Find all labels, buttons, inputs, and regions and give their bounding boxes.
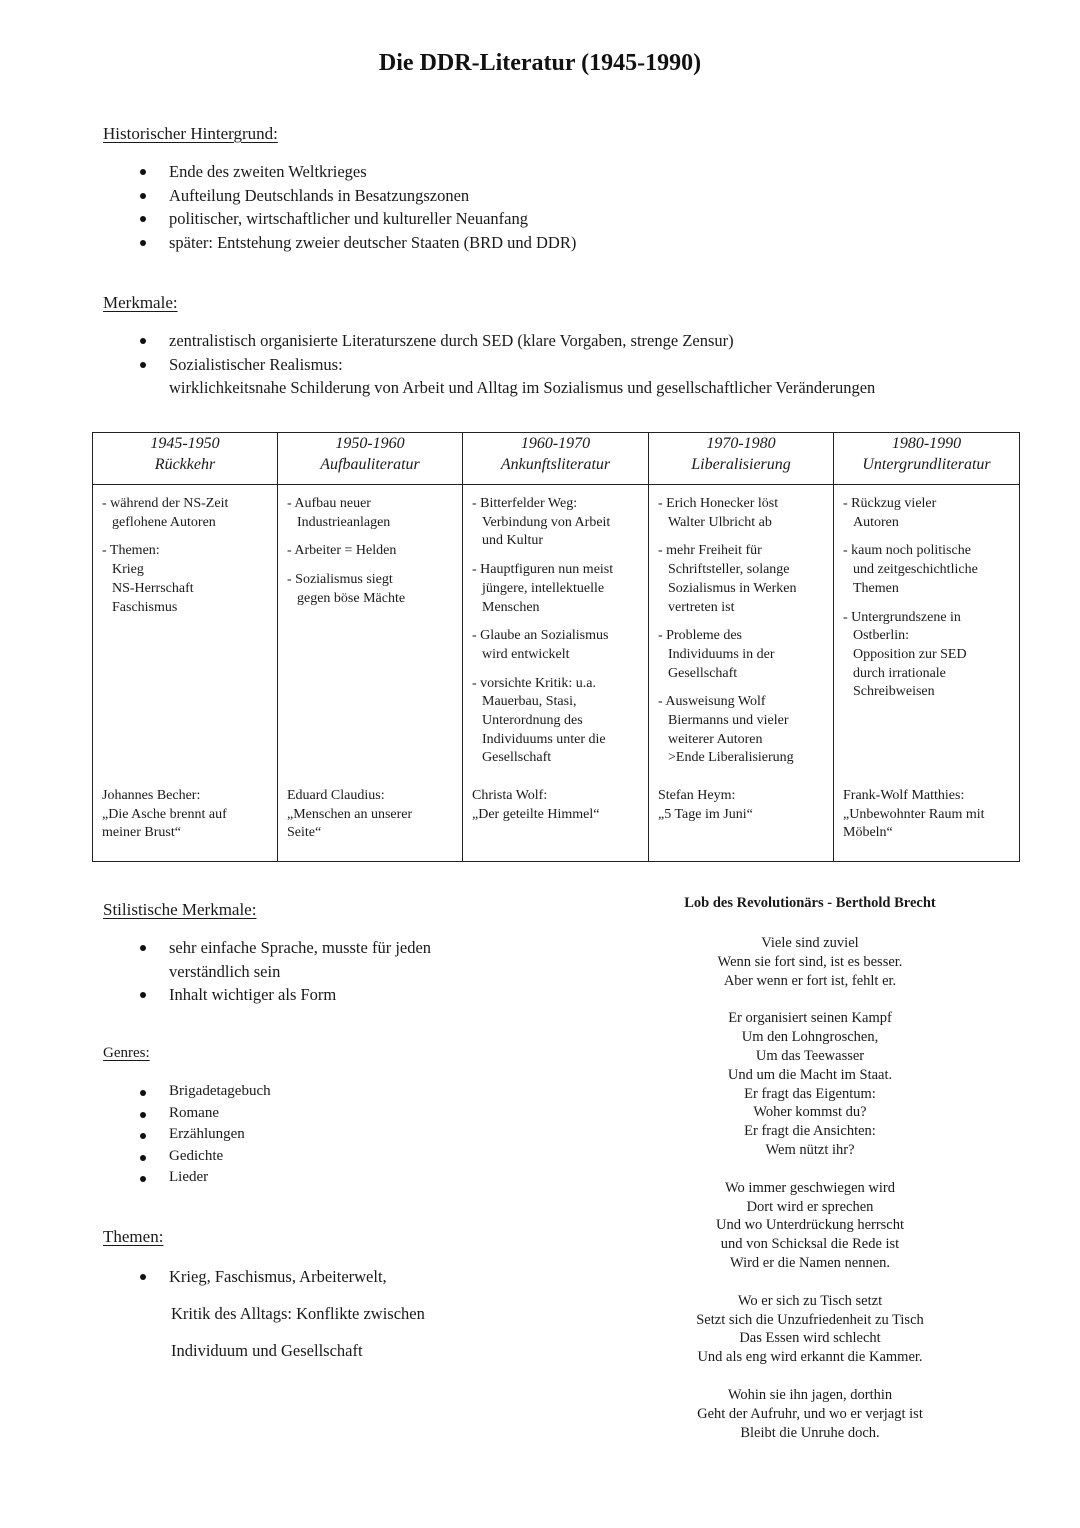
era-point-line: jüngere, intellektuelle <box>482 580 605 596</box>
era-name: Aufbauliteratur <box>320 456 420 473</box>
era-point-line: - vorsichte Kritik: u.a. <box>472 675 597 691</box>
list-item-line: verständlich sein <box>169 961 281 981</box>
poem <box>640 934 980 1461</box>
era-years: 1945-1950 <box>150 435 220 452</box>
era-point-line: - Glaube an Sozialismus <box>472 628 609 644</box>
era-point-line: - kaum noch politische <box>843 543 971 559</box>
era-years: 1960-1970 <box>520 435 591 452</box>
poem-line: Geht der Aufruhr, und wo er verjagt ist <box>697 1405 923 1422</box>
poem-line: Um das Teewasser <box>755 1047 865 1064</box>
era-work: „Unbewohnter Raum mit <box>843 806 985 822</box>
era-work: Seite“ <box>287 825 322 841</box>
era-point-line: Autoren <box>853 514 899 530</box>
era-point <box>843 542 1009 598</box>
era-work: meiner Brust“ <box>102 825 181 841</box>
era-point-line: wird entwickelt <box>482 646 570 662</box>
era-point <box>472 561 638 617</box>
era-point <box>287 495 452 532</box>
era-point-line: vertreten ist <box>668 599 735 615</box>
era-point-line: - Hauptfiguren nun meist <box>472 562 614 578</box>
era-author: Christa Wolf: <box>472 788 548 803</box>
era-work: Möbeln“ <box>843 825 893 841</box>
era-point-line: - Ausweisung Wolf <box>658 694 766 710</box>
poem-line: und von Schicksal die Rede ist <box>720 1236 900 1253</box>
era-point <box>102 495 267 532</box>
era-point <box>472 495 638 551</box>
list-item: Brigadetagebuch <box>103 1081 271 1103</box>
era-point-line: Opposition zur SED <box>853 646 967 662</box>
list-item: Romane <box>103 1103 271 1125</box>
era-point <box>658 542 823 617</box>
era-points <box>93 485 277 617</box>
era-name: Ankunftsliteratur <box>500 456 611 473</box>
era-point-line: Schreibweisen <box>853 684 935 700</box>
era-point-line: - Erich Honecker löst <box>658 496 779 511</box>
era-example <box>843 787 1013 843</box>
era-author: Johannes Becher: <box>102 788 201 803</box>
era-example <box>102 787 271 843</box>
poem-line: Und als eng wird erkannt die Kammer. <box>697 1349 923 1366</box>
era-point-line: >Ende Liberalisierung <box>668 750 794 766</box>
poem-line: Er organisiert seinen Kampf <box>728 1010 892 1027</box>
list-item: Aufteilung Deutschlands in Besatzungszonen <box>103 184 576 208</box>
poem-line: Und wo Unterdrückung herrscht <box>715 1217 905 1234</box>
poem-line: Wo er sich zu Tisch setzt <box>737 1292 883 1309</box>
poem-line: Wohin sie ihn jagen, dorthin <box>727 1386 893 1403</box>
list-item: politischer, wirtschaftlicher und kultureller Neuanfang <box>103 207 576 231</box>
era-column <box>463 433 649 861</box>
era-point-line: Ostberlin: <box>853 628 909 644</box>
era-point <box>287 571 452 608</box>
era-point <box>287 542 452 561</box>
era-point-line: Industrieanlagen <box>297 514 391 530</box>
era-point-line: Walter Ulbricht ab <box>668 514 772 530</box>
era-work: „Die Asche brennt auf <box>102 806 227 822</box>
list-item: Krieg, Faschismus, Arbeiterwelt, <box>103 1265 387 1289</box>
era-point-line: - während der NS-Zeit <box>102 496 229 511</box>
era-point <box>472 675 638 769</box>
poem-line: Viele sind zuviel <box>761 935 859 951</box>
era-point-line: Schriftsteller, solange <box>668 562 790 578</box>
poem-stanza <box>640 1292 980 1367</box>
era-point <box>102 542 267 617</box>
era-point-line: Unterordnung des <box>482 713 583 729</box>
era-point-line: - Sozialismus siegt <box>287 572 393 588</box>
era-header <box>649 433 833 485</box>
era-point-line: Krieg <box>112 562 144 578</box>
era-point-line: Menschen <box>482 599 540 615</box>
era-work: „5 Tage im Juni“ <box>658 806 753 822</box>
era-years: 1950-1960 <box>335 435 405 452</box>
poem-line: Aber wenn er fort ist, fehlt er. <box>723 972 897 989</box>
era-point-line: Individuums unter die <box>482 731 606 747</box>
features-list <box>103 329 875 400</box>
era-point-line: Mauerbau, Stasi, <box>482 694 577 710</box>
list-item: später: Entstehung zweier deutscher Staaten (BRD und DDR) <box>103 231 576 255</box>
poem-line: Woher kommst du? <box>753 1104 867 1121</box>
list-item: zentralistisch organisierte Literaturszene durch SED (klare Vorgaben, strenge Zensur) <box>103 329 875 353</box>
era-point-line: Biermanns und vieler <box>668 713 789 729</box>
era-point-line: Gesellschaft <box>482 750 552 766</box>
era-point <box>843 495 1009 532</box>
poem-line: Wird er die Namen nennen. <box>729 1254 891 1271</box>
era-point-line: gegen böse Mächte <box>297 590 406 606</box>
poem-line: Und um die Macht im Staat. <box>727 1066 893 1083</box>
era-author: Stefan Heym: <box>658 788 736 803</box>
poem-line: Setzt sich die Unzufriedenheit zu Tisch <box>696 1311 924 1328</box>
era-years: 1980-1990 <box>891 435 962 452</box>
history-heading: Historischer Hintergrund: <box>103 124 278 143</box>
era-point-line: durch irrationale <box>853 665 946 681</box>
era-point-line: Gesellschaft <box>668 665 738 681</box>
era-point-line: Individuums in der <box>668 646 775 662</box>
list-item-line: wirklichkeitsnahe Schilderung von Arbeit und Alltag im Sozialismus und gesellschaftlicher Veränderungen <box>169 378 876 397</box>
era-point-line: Themen <box>853 580 899 596</box>
era-example <box>658 787 827 824</box>
list-item-line: sehr einfache Sprache, musste für jeden <box>169 938 432 957</box>
era-point-line: - Bitterfelder Weg: <box>472 496 578 511</box>
poem-line: Um den Lohngroschen, <box>741 1029 879 1046</box>
list-item: Inhalt wichtiger als Form <box>103 983 431 1007</box>
era-table <box>92 432 1020 862</box>
poem-line: Das Essen wird schlecht <box>739 1330 881 1347</box>
era-points <box>278 485 462 609</box>
era-point-line: - Arbeiter = Helden <box>287 543 397 559</box>
era-point-line: Verbindung von Arbeit <box>482 514 611 530</box>
era-point <box>843 609 1009 703</box>
features-heading: Merkmale: <box>103 293 178 312</box>
poem-line: Dort wird er sprechen <box>746 1198 874 1215</box>
list-item: Gedichte <box>103 1146 271 1168</box>
era-point-line: und zeitgeschichtliche <box>853 562 978 578</box>
genres-list <box>103 1081 271 1189</box>
era-author: Eduard Claudius: <box>287 788 385 803</box>
era-point-line: geflohene Autoren <box>112 514 216 530</box>
era-point-line: NS-Herrschaft <box>112 580 194 596</box>
era-point-line: - Untergrundszene in <box>843 609 961 625</box>
list-item: Lieder <box>103 1167 271 1189</box>
themes-line: Individuum und Gesellschaft <box>171 1341 363 1360</box>
era-point-line: - Rückzug vieler <box>843 496 937 511</box>
style-heading: Stilistische Merkmale: <box>103 900 257 919</box>
poem-stanza <box>640 934 980 990</box>
era-point <box>472 627 638 664</box>
era-point <box>658 495 823 532</box>
era-header <box>278 433 462 485</box>
poem-line: Wenn sie fort sind, ist es besser. <box>717 953 903 970</box>
poem-line: Wo immer geschwiegen wird <box>725 1179 895 1196</box>
era-example <box>287 787 456 843</box>
era-column <box>649 433 834 861</box>
era-header <box>834 433 1019 485</box>
list-item: Ende des zweiten Weltkrieges <box>103 160 576 184</box>
list-item <box>103 936 431 983</box>
era-column <box>93 433 278 861</box>
era-point-line: - Probleme des <box>658 628 742 644</box>
era-point-line: - Aufbau neuer <box>287 496 371 511</box>
era-point-line: und Kultur <box>482 533 544 549</box>
era-work: „Der geteilte Himmel“ <box>472 806 600 822</box>
era-author: Frank-Wolf Matthies: <box>843 788 965 803</box>
era-points <box>834 485 1019 702</box>
era-work: „Menschen an unserer <box>287 806 413 822</box>
poem-line: Bleibt die Unruhe doch. <box>740 1424 880 1441</box>
era-point-line: Faschismus <box>112 599 178 615</box>
list-item: Erzählungen <box>103 1124 271 1146</box>
poem-line: Er fragt die Ansichten: <box>744 1123 876 1140</box>
era-point <box>658 627 823 683</box>
history-list <box>103 160 576 254</box>
era-column <box>278 433 463 861</box>
era-header <box>463 433 648 485</box>
themes-line: Kritik des Alltags: Konflikte zwischen <box>171 1304 425 1323</box>
themes-list <box>103 1265 387 1289</box>
era-points <box>463 485 648 768</box>
poem-stanza <box>640 1009 980 1159</box>
poem-line: Wem nützt ihr? <box>765 1141 855 1158</box>
era-point-line: - mehr Freiheit für <box>658 543 762 559</box>
era-point-line: weiterer Autoren <box>668 731 763 747</box>
themes-heading: Themen: <box>103 1227 164 1246</box>
era-name: Untergrundliteratur <box>862 456 991 473</box>
era-header <box>93 433 277 485</box>
era-point <box>658 693 823 768</box>
era-point-line: - Themen: <box>102 543 160 559</box>
era-example <box>472 787 642 824</box>
era-points <box>649 485 833 768</box>
poem-stanza <box>640 1386 980 1442</box>
era-name: Liberalisierung <box>691 456 791 473</box>
era-name: Rückkehr <box>154 456 216 473</box>
style-list <box>103 936 431 1007</box>
poem-stanza <box>640 1179 980 1273</box>
era-point-line: Sozialismus in Werken <box>668 580 797 596</box>
list-item-line: Sozialistischer Realismus: <box>169 354 343 374</box>
list-item <box>103 353 875 400</box>
genres-heading: Genres: <box>103 1045 150 1061</box>
poem-line: Er fragt das Eigentum: <box>744 1085 876 1102</box>
poem-title: Lob des Revolutionärs - Berthold Brecht <box>684 895 936 911</box>
page-title: Die DDR-Literatur (1945-1990) <box>378 50 702 76</box>
era-years: 1970-1980 <box>706 435 776 452</box>
era-column <box>834 433 1019 861</box>
